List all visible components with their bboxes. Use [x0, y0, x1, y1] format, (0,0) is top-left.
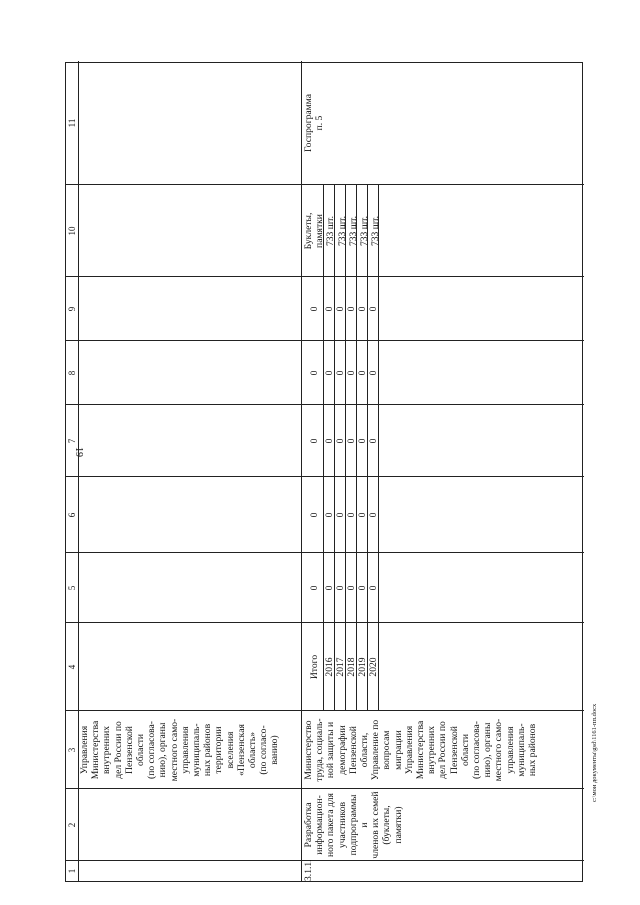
column-header-4: 4 — [67, 664, 77, 670]
executor-line: ных районов — [527, 723, 539, 777]
value-cell: 0 — [357, 512, 368, 518]
value-cell: 0 — [309, 306, 320, 312]
value-cell: 0 — [368, 512, 379, 518]
value-cell: 0 — [357, 370, 368, 376]
result-line: 733 шт. — [347, 215, 359, 247]
measure-name-line: Разработка — [303, 802, 314, 848]
executor-line: управления — [504, 726, 516, 774]
executor-line: ванию) — [269, 735, 281, 765]
executor-line: Управления — [79, 725, 90, 775]
value-cell: 0 — [324, 585, 335, 591]
year-label: 2019 — [357, 657, 368, 677]
executor-line: Министерство — [303, 720, 314, 780]
result-line: 733 шт. — [370, 215, 382, 247]
result-line: 733 шт. — [336, 215, 348, 247]
executor-text — [303, 711, 538, 789]
executor-line: Министерства — [415, 720, 427, 780]
value-cell: 0 — [346, 370, 357, 376]
year-label: 2018 — [346, 657, 357, 677]
continued-executor-text — [79, 711, 281, 789]
executor-line: местного само- — [493, 718, 505, 782]
value-cell: 0 — [368, 585, 379, 591]
value-cell: 0 — [335, 370, 346, 376]
executor-line: Управление по — [370, 719, 382, 781]
column-header-8: 8 — [67, 370, 77, 376]
column-header-9: 9 — [67, 306, 77, 312]
column-header-1: 1 — [67, 868, 77, 874]
rotated-table-area — [65, 62, 583, 882]
executor-line: Пензенской — [448, 726, 460, 774]
executor-line: ной защиты и — [325, 721, 337, 779]
value-cell: 0 — [357, 306, 368, 312]
measure-name-line: участников — [336, 801, 348, 849]
executor-line: демографии — [336, 725, 348, 775]
executor-line: дел России по — [112, 721, 124, 779]
executor-line: области, — [359, 732, 371, 768]
value-cell: 0 — [346, 512, 357, 518]
executor-line: территории — [213, 726, 225, 774]
value-cell: 0 — [335, 306, 346, 312]
year-label: Итого — [309, 654, 320, 680]
year-label: 2020 — [368, 657, 379, 677]
measure-name-line: информацион- — [314, 795, 326, 855]
executor-line: область» — [247, 731, 259, 769]
value-cell: 0 — [324, 512, 335, 518]
value-cell: 0 — [346, 585, 357, 591]
measure-name-line: членов их семей — [370, 791, 382, 859]
row-divider — [301, 61, 302, 881]
value-cell: 0 — [309, 438, 320, 444]
executor-line: Управления — [403, 725, 415, 775]
column-header-10: 10 — [67, 226, 77, 236]
executor-line: (по согласова- — [146, 721, 158, 779]
measure-name-line: ного пакета для — [325, 793, 337, 857]
column-header-7: 7 — [67, 438, 77, 444]
result-line: памятки — [314, 214, 326, 248]
note-line: п. 5 — [314, 115, 326, 131]
value-cell: 0 — [309, 370, 320, 376]
executor-line: дел России по — [437, 721, 449, 779]
executor-line: нию), органы — [482, 722, 494, 778]
page-number: 19 — [73, 447, 84, 457]
executor-line: ных районов — [202, 723, 214, 777]
executor-line: управления — [179, 726, 191, 774]
measure-name-line: подпрограммы и — [347, 794, 371, 856]
executor-line: (по согласова- — [471, 721, 483, 779]
column-header-5: 5 — [67, 585, 77, 591]
value-cell: 0 — [368, 370, 379, 376]
value-cell: 0 — [324, 370, 335, 376]
program-table — [65, 62, 583, 882]
column-header-3: 3 — [67, 747, 77, 753]
value-cell: 0 — [357, 585, 368, 591]
value-cell: 0 — [357, 438, 368, 444]
result-line: Буклеты, — [303, 212, 314, 250]
executor-line: «Пензенская — [235, 724, 247, 776]
executor-line: области — [459, 733, 471, 767]
value-cell: 0 — [324, 306, 335, 312]
row-number: 3.1.1. — [303, 859, 314, 881]
note-line: Госпрограмма — [303, 93, 314, 153]
measure-name-line: (буклеты, — [381, 805, 393, 845]
executor-line: муниципаль- — [191, 723, 203, 777]
column-header-11: 11 — [67, 118, 77, 128]
year-label: 2017 — [335, 657, 346, 677]
column-header-2: 2 — [67, 822, 77, 828]
executor-line: Пензенской — [123, 726, 135, 774]
result-line: 733 шт. — [359, 215, 371, 247]
result-text — [303, 185, 381, 277]
executor-line: области — [135, 733, 147, 767]
executor-line: Министерства — [90, 720, 102, 780]
value-cell: 0 — [368, 306, 379, 312]
executor-line: внутренних — [426, 725, 438, 775]
value-cell: 0 — [309, 585, 320, 591]
value-cell: 0 — [368, 438, 379, 444]
executor-line: внутренних — [101, 725, 113, 775]
value-cell: 0 — [335, 438, 346, 444]
executor-line: муниципаль- — [515, 723, 527, 777]
value-cell: 0 — [335, 585, 346, 591]
value-cell: 0 — [335, 512, 346, 518]
value-cell: 0 — [309, 512, 320, 518]
executor-line: вселения — [224, 731, 236, 769]
footer-path: c:\мои документы\gsd\1161-пп.docx — [591, 703, 598, 802]
measure-name — [303, 789, 404, 861]
result-line: 733 шт. — [325, 215, 337, 247]
value-cell: 0 — [346, 438, 357, 444]
executor-line: местного само- — [168, 718, 180, 782]
value-cell: 0 — [324, 438, 335, 444]
measure-name-line: памятки) — [392, 806, 404, 844]
executor-line: вопросам — [381, 730, 393, 770]
executor-line: нию), органы — [157, 722, 169, 778]
year-label: 2016 — [324, 657, 335, 677]
executor-line: труда, социаль- — [314, 718, 326, 782]
note-text — [303, 61, 325, 185]
executor-line: (по согласо- — [258, 725, 270, 775]
value-cell: 0 — [346, 306, 357, 312]
executor-line: миграции — [392, 730, 404, 770]
executor-line: Пензенской — [347, 726, 359, 774]
column-header-6: 6 — [67, 512, 77, 518]
